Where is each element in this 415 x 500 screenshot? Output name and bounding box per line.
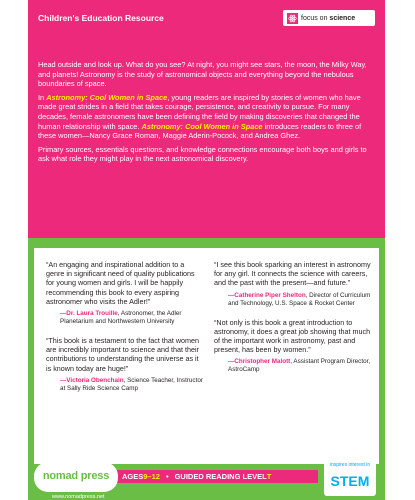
badge-prefix: focus on <box>301 14 328 22</box>
pink-section <box>28 0 385 238</box>
badge-emphasis: science <box>329 14 356 22</box>
review <box>214 318 372 375</box>
atom-icon <box>287 13 298 24</box>
review-quote: “Not only is this book a great introduction to astronomy, it does a great job showing that much of the important work in astronomy, past and present, has been by women.” <box>214 317 371 355</box>
review-quote: “I see this book sparking an interest in astronomy for any girl. It connects the science with careers, and the past with the present—and future.” <box>214 260 371 288</box>
intro-p2-post: , young readers are inspired by stories of women who have made great strides in a field that takes courage, persistence, and creativity to pursue. For many decades, female astronomers have been defining the field by making discoveries that changed the human relationship with space. <box>38 92 361 131</box>
intro-p2-pre: In <box>38 92 47 102</box>
reviewer-name: —Dr. Laura Trouille <box>60 310 118 318</box>
review <box>214 260 372 308</box>
reviewer-role: , Assistant Program Director, AstroCamp <box>228 358 371 374</box>
header-row <box>38 10 375 28</box>
reviews-left-column <box>46 260 204 403</box>
intro-p2b-post: introduces readers to three of these women—Nancy Grace Roman, Maggie Aderin-Pocock, and Andrea Ghez. <box>38 121 362 141</box>
intro-text <box>38 60 375 168</box>
badge-label <box>301 15 355 22</box>
review-attribution <box>46 310 204 326</box>
stem-badge <box>324 456 376 496</box>
book-title-highlight-2: Astronomy: Cool Women in Space <box>141 121 263 131</box>
intro-paragraph-2 <box>38 93 375 141</box>
ages-label: AGES <box>122 472 144 481</box>
ages-value: 9–12 <box>143 472 160 481</box>
review-attribution <box>214 358 372 374</box>
footer <box>28 462 385 500</box>
reading-level-label: GUIDED READING LEVEL <box>174 472 267 481</box>
book-title-highlight: Astronomy: Cool Women in Space <box>46 92 168 102</box>
review-attribution <box>46 377 204 393</box>
reading-level-value: T <box>266 472 272 481</box>
reviewer-name: —Catherine Piper Shelton <box>228 291 306 299</box>
intro-paragraph-3: Primary sources, essentials questions, and knowledge connections encourage both boys and girls to ask what role they might play in the next astronomical discovery. <box>38 144 367 164</box>
review-quote: “This book is a testament to the fact that women are incredibly important to science and that their contributions to understanding the universe as it is known today are huge!” <box>46 336 200 373</box>
stem-tagline: inspires interest in <box>329 462 371 468</box>
review <box>46 260 204 326</box>
review-quote: “An engaging and inspirational addition to a genre in significant need of quality publications for young women and girls. I will be happily recommending this book to every aspiring astronomer who visits the Adler!” <box>46 260 195 306</box>
bullet-separator: • <box>165 472 169 481</box>
nomad-press-logo <box>34 462 118 492</box>
reviewer-role: , Director of Curriculum and Technology, U.S. Space & Rocket Center <box>228 291 371 307</box>
focus-on-science-badge <box>283 10 375 26</box>
stem-word: STEM <box>330 473 370 489</box>
review-attribution <box>214 292 372 308</box>
reviewer-role: , Astronomer, the Adler Planetarium and Northwestern University <box>60 310 182 326</box>
intro-paragraph-1: Head outside and look up. What do you see? At night, you might see stars, the moon, the Milky Way, and planets! Astronomy is the study of astronomical objects and everything beyond the nebulous boundaries of space. <box>38 60 367 89</box>
publisher-name: nomad press <box>42 470 110 482</box>
website-url: www.nomadpress.net <box>52 494 105 500</box>
book-back-cover <box>28 0 385 500</box>
reviewer-name: —Victoria Obenchain <box>60 376 124 384</box>
review <box>46 336 204 393</box>
reviews-right-column <box>214 260 372 384</box>
reviews-panel <box>34 248 379 464</box>
series-label: Children's Education Resource <box>38 13 164 23</box>
reviewer-name: —Christopher Malott <box>228 358 291 366</box>
reviewer-role: , Science Teacher, Instructor at Sally Ride Science Camp <box>60 376 203 392</box>
